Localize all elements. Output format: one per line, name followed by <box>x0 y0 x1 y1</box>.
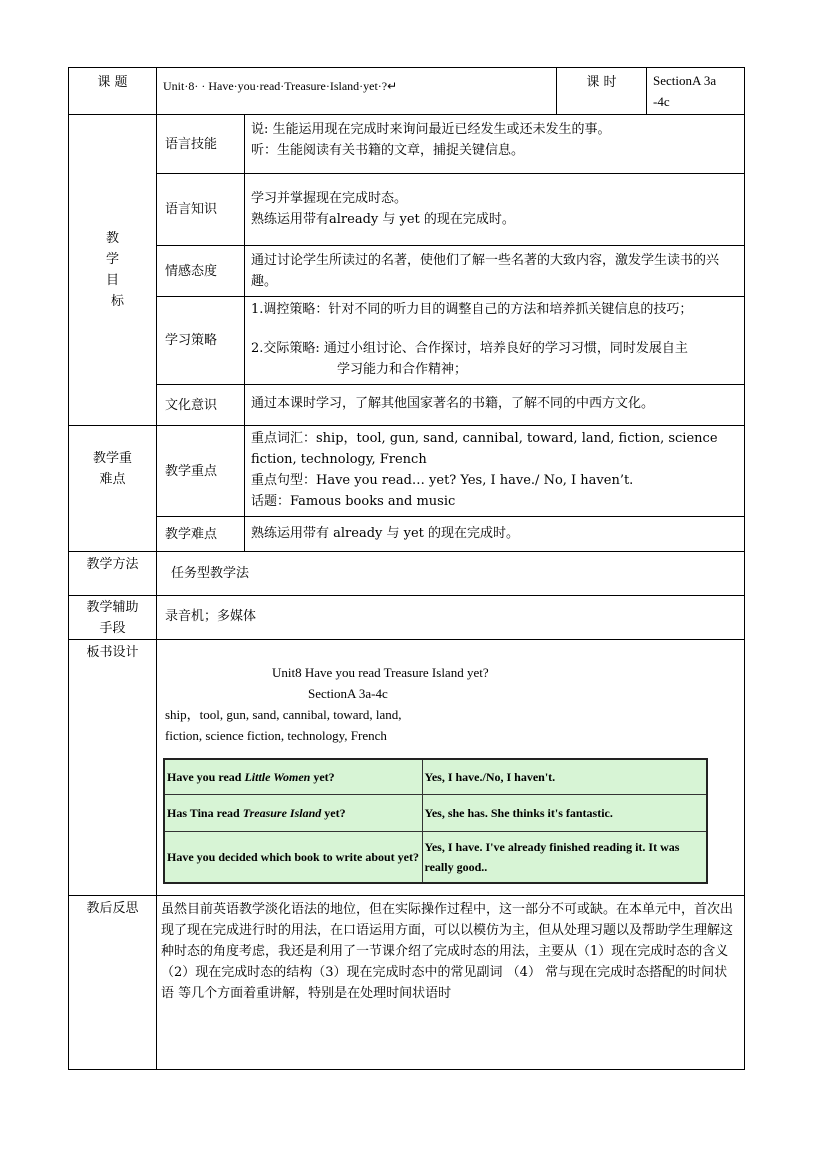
objective-content-attitude: 通过讨论学生所读过的名著，使他们了解一些名著的大致内容，激发学生读书的兴趣。 <box>245 246 745 297</box>
objective-label-learning-strategy: 学习策略 <box>157 297 245 385</box>
objective-label-language-knowledge: 语言知识 <box>157 174 245 246</box>
key-points-group-label <box>69 426 157 552</box>
objective-line: 学习并掌握现在完成时态。 <box>251 191 408 206</box>
board-vocab-line-2: fiction, science fiction, technology, French <box>165 728 387 743</box>
aids-label-line-2: 手段 <box>99 621 126 636</box>
objectives-char-1: 教 <box>105 231 119 246</box>
aids-value: 录音机；多媒体 <box>157 596 745 640</box>
period-value-line-2: -4c <box>653 94 670 109</box>
board-vocab-line-1: ship，tool, gun, sand, cannibal, toward, land, <box>165 707 402 722</box>
board-title: Unit8 Have you read Treasure Island yet? <box>272 665 489 680</box>
objective-content-language-skills <box>245 115 745 174</box>
key-points-label-line-2: 难点 <box>99 472 126 487</box>
objective-label-language-skills: 语言技能 <box>157 115 245 174</box>
lesson-plan-table <box>68 67 745 1070</box>
objective-content-culture: 通过本课时学习，了解其他国家著名的书籍，了解不同的中西方文化。 <box>245 385 745 426</box>
qa-question: Have you read Little Women yet? <box>164 759 422 794</box>
qa-answer: Yes, she has. She thinks it's fantastic. <box>422 794 707 831</box>
board-qa-table <box>163 758 708 884</box>
focus-content <box>245 426 745 517</box>
objectives-char-3: 目 <box>105 273 119 288</box>
period-value <box>647 68 745 115</box>
objective-label-attitude: 情感态度 <box>157 246 245 297</box>
board-section: SectionA 3a-4c <box>308 686 388 701</box>
objectives-char-2: 学 <box>105 252 119 267</box>
objective-line: 说: 生能运用现在完成时来询问最近已经发生或还未发生的事。 <box>251 122 611 137</box>
qa-question: Have you decided which book to write about yet? <box>164 831 422 883</box>
method-value: 任务型教学法 <box>157 552 745 596</box>
objective-line: 学习能力和合作精神； <box>337 362 468 377</box>
objective-line: 熟练运用带有already 与 yet 的现在完成时。 <box>251 212 515 227</box>
aids-label-line-1: 教学辅助 <box>86 600 139 615</box>
objective-line: 2.交际策略: 通过小组讨论、合作探讨，培养良好的学习习惯，同时发展自主 <box>251 341 688 356</box>
aids-label <box>69 596 157 640</box>
reflection-text: 虽然目前英语教学淡化语法的地位，但在实际操作过程中，这一部分不可或缺。在本单元中，首次出现了现在完成进行时的用法，在口语运用方面，可以以模仿为主，但从处理习题以及帮助学生理解这种时态的角度考虑，我还是利用了一节课介绍了完成时态的用法，主要从（1）现在完成时态的含义（2）现在完成时态的结构（3）现在完成时态中的常见副词 （4） 常与现在完成时态搭配的时间状语 等几个方面着重讲解，特别是在处理时间状语时 <box>157 896 745 1070</box>
period-value-line-1: SectionA 3a <box>653 73 717 88</box>
focus-vocab: 重点词汇：ship，tool, gun, sand, cannibal, toward, land, fiction, science fiction, technology, French <box>251 431 718 467</box>
period-label: 课 时 <box>557 68 647 115</box>
qa-answer: Yes, I have./No, I haven't. <box>422 759 707 794</box>
focus-label: 教学重点 <box>157 426 245 517</box>
qa-question: Has Tina read Treasure Island yet? <box>164 794 422 831</box>
objective-line: 1.调控策略：针对不同的听力目的调整自己的方法和培养抓关键信息的技巧； <box>251 302 693 317</box>
focus-sentences: 重点句型：Have you read… yet? Yes, I have./ No, I haven’t. <box>251 473 634 488</box>
qa-answer: Yes, I have. I've already finished reading it. It was really good.. <box>422 831 707 883</box>
topic-label: 课 题 <box>69 68 157 115</box>
difficulty-label: 教学难点 <box>157 517 245 552</box>
reflection-label: 教后反思 <box>69 896 157 1070</box>
objective-label-culture: 文化意识 <box>157 385 245 426</box>
objective-content-learning-strategy <box>245 297 745 385</box>
method-label: 教学方法 <box>69 552 157 596</box>
objective-line: 听：生能阅读有关书籍的文章，捕捉关键信息。 <box>251 143 525 158</box>
board-label: 板书设计 <box>69 640 157 896</box>
objective-content-language-knowledge <box>245 174 745 246</box>
board-content <box>157 640 745 896</box>
focus-topic: 话题：Famous books and music <box>251 494 456 509</box>
key-points-label-line-1: 教学重 <box>92 451 132 466</box>
objectives-group-label <box>69 115 157 426</box>
topic-value: Unit·8· · Have·you·read·Treasure·Island·yet·?↵ <box>157 68 557 115</box>
difficulty-content: 熟练运用带有 already 与 yet 的现在完成时。 <box>245 517 745 552</box>
objectives-char-4: 标 <box>110 294 124 309</box>
